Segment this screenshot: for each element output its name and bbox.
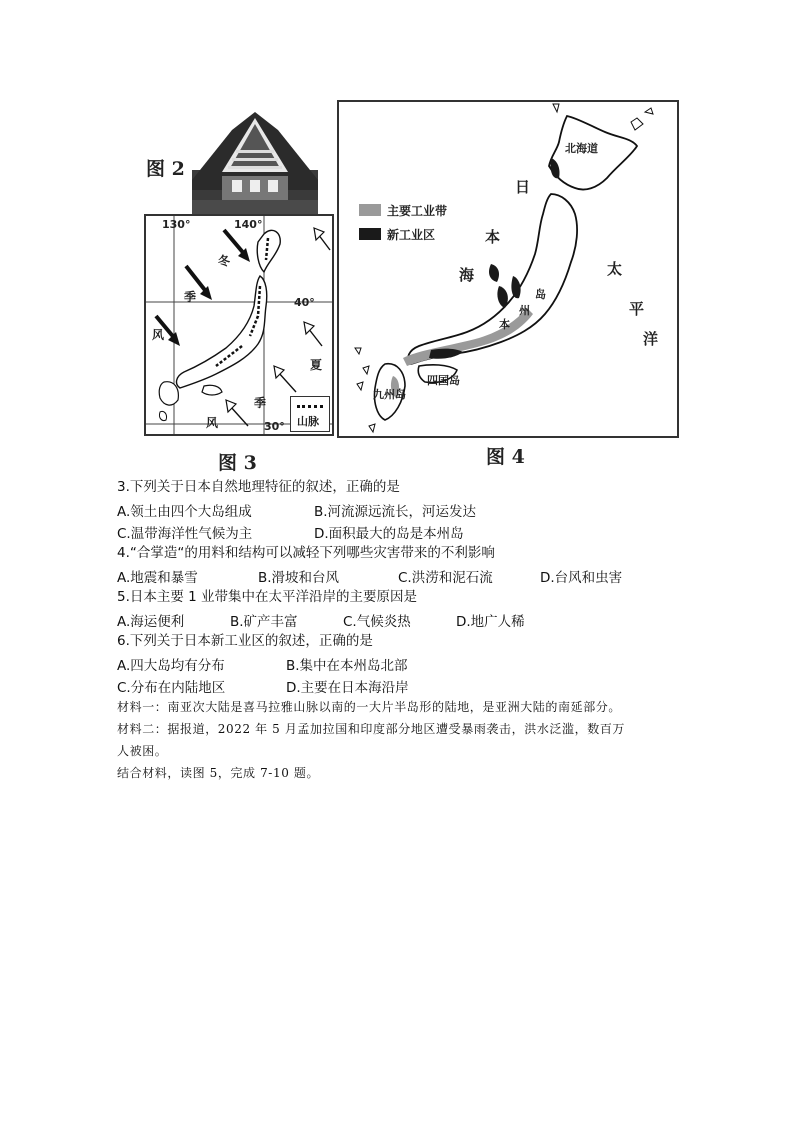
fig3-summer-char-2: 季	[254, 396, 267, 410]
question-6-option-b: B.集中在本州岛北部	[286, 658, 408, 674]
fig3-lat-30: 30°	[264, 420, 285, 433]
fig2-house-photo	[192, 110, 318, 214]
question-3-option-c: C.温带海洋性气候为主	[117, 526, 253, 542]
new-industrial-zone-swatch	[359, 228, 381, 240]
question-3-option-b: B.河流源远流长，河运发达	[314, 504, 477, 520]
fig2-label: 图 2	[146, 158, 185, 180]
question-6-option-a: A.四大岛均有分布	[117, 658, 225, 674]
instruction: 结合材料，读图 5，完成 7-10 题。	[117, 766, 320, 780]
question-4-option-b: B.滑坡和台风	[258, 570, 340, 586]
question-4-stem: 4.“合掌造“的用料和结构可以减轻下列哪些灾害带来的不利影响	[117, 545, 495, 561]
question-5-option-a: A.海运便利	[117, 614, 185, 630]
fig3-monsoon-map	[144, 214, 334, 436]
fig3-winter-char-1: 冬	[218, 254, 231, 268]
material-1: 材料一：南亚次大陆是喜马拉雅山脉以南的一大片半岛形的陆地，是亚洲大陆的南延部分。	[117, 700, 622, 714]
question-5-stem: 5.日本主要 1 业带集中在太平洋沿岸的主要原因是	[117, 589, 418, 605]
fig4-hokkaido-label: 北海道	[565, 142, 598, 155]
question-3-option-a: A.领土由四个大岛组成	[117, 504, 252, 520]
question-3-stem: 3.下列关于日本自然地理特征的叙述，正确的是	[117, 479, 400, 495]
fig3-winter-char-2: 季	[184, 290, 197, 304]
fig3-winter-char-3: 风	[152, 328, 165, 342]
fig4-pacific-char-1: 太	[607, 260, 623, 278]
material-2-line-1: 材料二：据报道，2022 年 5 月孟加拉国和印度部分地区遭受暴雨袭击，洪水泛滥，数百万	[117, 722, 626, 736]
fig3-summer-char-3: 风	[206, 416, 219, 430]
fig4-honshu-char-2: 州	[519, 304, 530, 317]
fig4-sea-char-1: 日	[515, 178, 531, 196]
question-5-option-c: C.气候炎热	[343, 614, 411, 630]
fig4-honshu-char-1: 本	[499, 318, 510, 331]
fig4-honshu-char-3: 岛	[535, 288, 546, 301]
fig4-legend-new-label: 新工业区	[387, 228, 436, 242]
question-6-option-d: D.主要在日本海沿岸	[286, 680, 409, 696]
fig4-shikoku-label: 四国岛	[427, 374, 460, 387]
fig4-label: 图 4	[486, 446, 525, 468]
fig4-industry-map	[337, 100, 679, 438]
fig4-sea-char-2: 本	[485, 228, 501, 246]
fig3-legend-label: 山脉	[297, 415, 319, 428]
fig3-lon-130: 130°	[162, 218, 191, 231]
fig3-legend-box	[290, 396, 330, 432]
main-industrial-belt-swatch	[359, 204, 381, 216]
mountain-legend-icon	[297, 405, 323, 412]
fig3-label: 图 3	[218, 452, 257, 474]
question-4-option-a: A.地震和暴雪	[117, 570, 198, 586]
question-3-option-d: D.面积最大的岛是本州岛	[314, 526, 464, 542]
question-5-option-b: B.矿产丰富	[230, 614, 298, 630]
question-5-option-d: D.地广人稀	[456, 614, 525, 630]
fig4-pacific-char-3: 洋	[643, 330, 659, 348]
question-4-option-d: D.台风和虫害	[540, 570, 623, 586]
question-6-stem: 6.下列关于日本新工业区的叙述，正确的是	[117, 633, 373, 649]
fig4-kyushu-label: 九州岛	[373, 388, 406, 401]
material-2-line-2: 人被困。	[117, 744, 168, 758]
question-6-option-c: C.分布在内陆地区	[117, 680, 226, 696]
fig4-legend-main-label: 主要工业带	[387, 204, 448, 218]
fig3-lat-40: 40°	[294, 296, 315, 309]
fig3-summer-char-1: 夏	[310, 358, 323, 372]
question-4-option-c: C.洪涝和泥石流	[398, 570, 493, 586]
fig4-sea-char-3: 海	[459, 266, 475, 284]
fig4-pacific-char-2: 平	[629, 300, 645, 318]
fig3-lon-140: 140°	[234, 218, 263, 231]
